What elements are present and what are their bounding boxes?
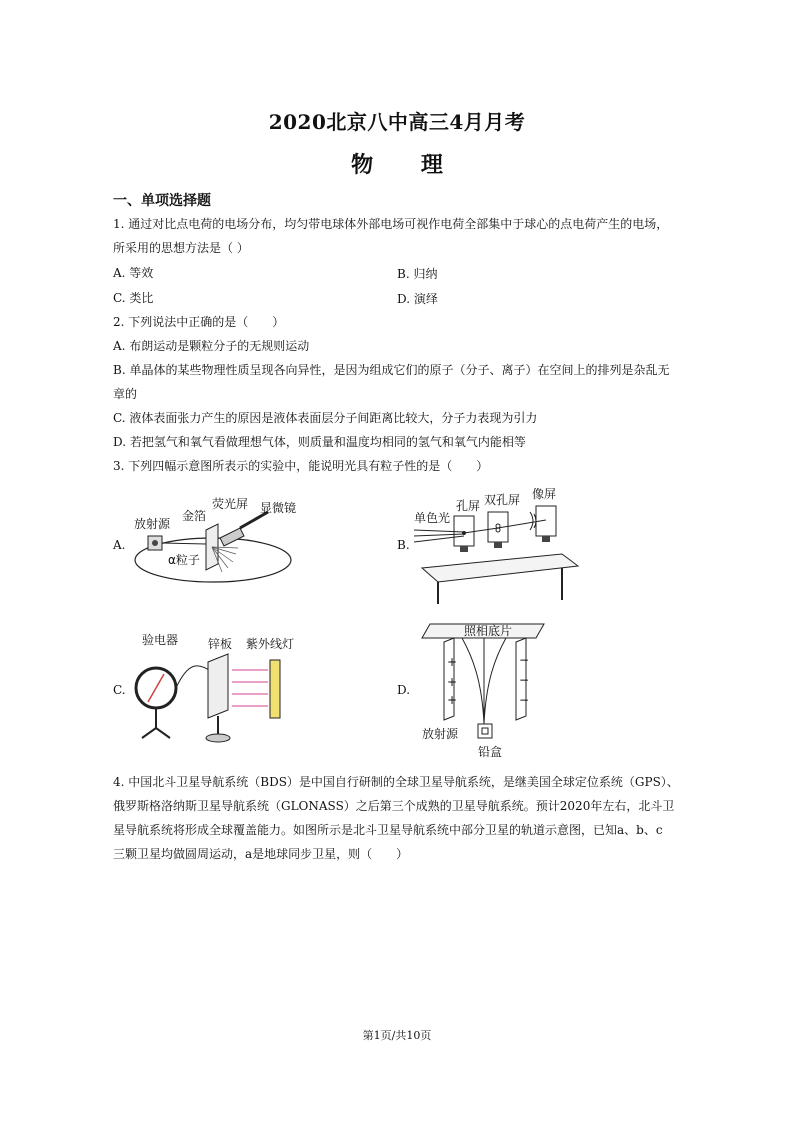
q3-fig-d-source-label: 放射源 <box>422 727 459 741</box>
svg-text:−: − <box>519 693 530 707</box>
page-footer: 第1页/共10页 <box>362 1029 432 1042</box>
q4-stem-line3: 星导航系统将形成全球覆盖能力。如图所示是北斗卫星导航系统中部分卫星的轨道示意图，已知a、b、c <box>113 823 663 837</box>
q3-fig-b-light-label: 单色光 <box>414 511 451 525</box>
q3-fig-d-film-label: 照相底片 <box>464 624 513 638</box>
q2-option-d: D. 若把氢气和氧气看做理想气体，则质量和温度均相同的氢气和氧气内能相等 <box>113 435 526 449</box>
q3-figure-d-radiation-deflection <box>420 620 550 760</box>
q3-fig-a-microscope-label: 显微镜 <box>260 501 297 515</box>
q2-option-c: C. 液体表面张力产生的原因是液体表面层分子间距离比较大，分子力表现为引力 <box>113 411 538 425</box>
q2-option-b-line1: B. 单晶体的某些物理性质呈现各向异性，是因为组成它们的原子（分子、离子）在空间上的排列是杂乱无 <box>113 363 670 377</box>
exam-title: 2020北京八中高三4月月考 <box>268 110 526 134</box>
q3-fig-c-zinc-label: 锌板 <box>208 637 233 651</box>
q3-figure-b-double-slit <box>412 488 582 606</box>
q1-option-d: D. 演绎 <box>397 292 438 306</box>
q1-option-a: A. 等效 <box>113 266 154 280</box>
q3-fig-c-uvlamp-label: 紫外线灯 <box>246 637 295 651</box>
q3-fig-b-double-label: 双孔屏 <box>484 493 521 507</box>
q1-stem-line2: 所采用的思想方法是（ ） <box>113 241 249 255</box>
svg-text:+: + <box>447 693 458 707</box>
q3-fig-c-electroscope-label: 验电器 <box>142 633 179 647</box>
q1-option-c: C. 类比 <box>113 291 154 305</box>
q3-fig-b-letter: B. <box>397 538 410 552</box>
q4-stem-line1: 4. 中国北斗卫星导航系统（BDS）是中国自行研制的全球卫星导航系统，是继美国全球定位系统（GPS）、 <box>113 775 679 789</box>
section-heading: 一、单项选择题 <box>113 193 211 209</box>
q2-stem: 2. 下列说法中正确的是（ ） <box>113 315 285 329</box>
q3-fig-a-screen-label: 荧光屏 <box>212 497 249 511</box>
q3-figure-c-photoelectric <box>128 632 308 747</box>
q3-fig-b-hole-label: 孔屏 <box>456 499 481 513</box>
q3-fig-d-letter: D. <box>397 683 411 697</box>
svg-text:+: + <box>447 675 458 689</box>
subject-title: 物 理 <box>351 152 443 178</box>
q2-option-b-line2: 章的 <box>113 387 138 401</box>
svg-text:+: + <box>447 655 458 669</box>
q2-option-a: A. 布朗运动是颗粒分子的无规则运动 <box>113 339 310 353</box>
q3-fig-d-box-label: 铅盒 <box>478 745 503 759</box>
q4-stem-line2: 俄罗斯格洛纳斯卫星导航系统（GLONASS）之后第三个成熟的卫星导航系统。预计2020年左右，北斗卫 <box>113 799 675 813</box>
svg-text:−: − <box>519 653 530 667</box>
q3-fig-a-letter: A. <box>113 538 126 552</box>
q3-fig-a-foil-label: 金箔 <box>182 509 207 523</box>
q3-fig-a-alpha-label: α粒子 <box>168 553 200 567</box>
q3-figure-a-alpha-scattering <box>128 492 298 592</box>
svg-text:−: − <box>519 673 530 687</box>
q3-fig-c-letter: C. <box>113 683 126 697</box>
q3-stem: 3. 下列四幅示意图所表示的实验中，能说明光具有粒子性的是（ ） <box>113 459 489 473</box>
q3-fig-b-image-label: 像屏 <box>532 488 557 501</box>
q4-stem-line4: 三颗卫星均做圆周运动，a是地球同步卫星，则（ ） <box>113 847 409 861</box>
q1-stem-line1: 1. 通过对比点电荷的电场分布，均匀带电球体外部电场可视作电荷全部集中于球心的点电荷产生的电场， <box>113 217 669 231</box>
q3-fig-a-source-label: 放射源 <box>134 517 171 531</box>
q1-option-b: B. 归纳 <box>397 267 438 281</box>
